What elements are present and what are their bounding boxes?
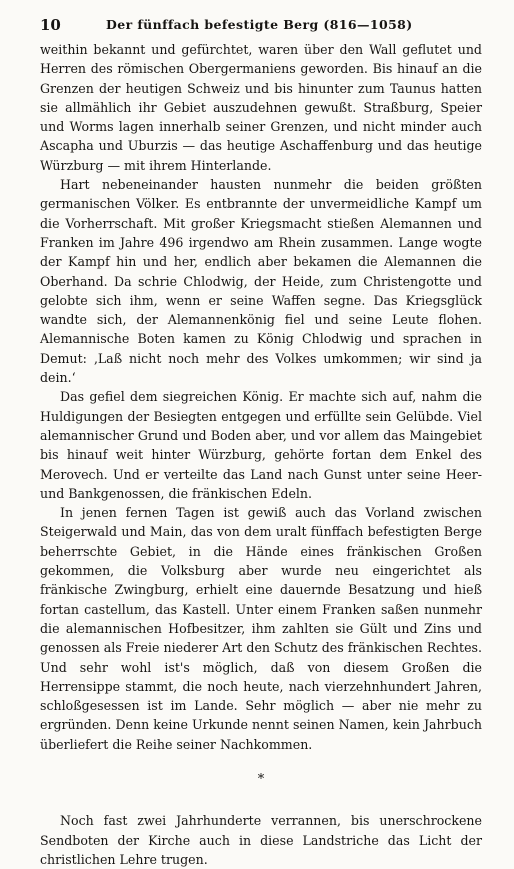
paragraph-continued: weithin bekannt und gefürchtet, waren über den Wall geflutet und Herren des römischen Obergermaniens geworden. Bis hinauf an die Grenzen der heutigen Schweiz und bis hinunter zum Taunus hatten sie allmählich ihr Gebiet auszudehnen gewußt. Straßburg, Speier und Worms lagen innerhalb seiner Grenzen, und nicht minder auch Ascapha und Uburzis — das heutige Aschaffenburg und das heutige Würzburg — mit ihrem Hinterlande. xyxy=(40,42,482,173)
paragraph: Hart nebeneinander hausten nunmehr die beiden größten germanischen Völker. Es entbrannte der unvermeidliche Kampf um die Vorherrschaft. Mit großer Kriegsmacht stießen Alemannen und Franken im Jahre 496 irgendwo am Rhein zusammen. Lange wogte der Kampf hin und her, endlich aber bekamen die Alemannen die Oberhand. Da schrie Chlodwig, der Heide, zum Christengotte und gelobte sich ihm, wenn er seine Waffen segne. Das Kriegsglück wandte sich, der Alemannenkönig fiel und seine Leute flohen. Alemannische Boten kamen zu König Chlodwig und sprachen in Demut: ‚Laß nicht noch mehr des Volkes umkommen; wir sind ja dein.‘ xyxy=(40,177,482,386)
closing-paragraph: Noch fast zwei Jahrhunderte verrannen, bis unerschrockene Sendboten der Kirche auch in diese Landstriche das Licht der christlichen Lehre trugen. xyxy=(40,813,482,867)
page-number: 10 xyxy=(40,16,61,34)
book-page xyxy=(40,14,482,869)
body-text xyxy=(40,40,482,869)
section-separator: * xyxy=(257,771,265,787)
page-header xyxy=(40,14,482,38)
paragraph: In jenen fernen Tagen ist gewiß auch das Vorland zwischen Steigerwald und Main, das von dem uralt fünffach befestigten Berge beherrschte Gebiet, in die Hände eines fränkischen Großen gekommen, die Volksburg aber wurde neu eingerichtet als fränkische Zwingburg, erhielt eine dauernde Besatzung und hieß fortan castellum, das Kastell. Unter einem Franken saßen nunmehr die alemannischen Hofbesitzer, ihm zahlten sie Gült und Zins und genossen als Freie niederer Art den Schutz des fränkischen Rechtes. Und sehr wohl ist's möglich, daß von diesem Großen die Herrensippe stammt, die noch heute, nach vierzehnhundert Jahren, schloßgesessen ist im Lande. Sehr möglich — aber nie mehr zu ergründen. Denn keine Urkunde nennt seinen Namen, kein Jahrbuch überliefert die Reihe seiner Nachkommen. xyxy=(40,505,482,752)
running-title: Der fünffach befestigte Berg (816—1058) xyxy=(106,17,413,32)
paragraph: Das gefiel dem siegreichen König. Er machte sich auf, nahm die Huldigungen der Besiegten entgegen und erfüllte sein Gelübde. Viel alemannischer Grund und Boden aber, und vor allem das Maingebiet bis hinauf weit hinter Würzburg, gehörte fortan dem Enkel des Merovech. Und er verteilte das Land nach Gunst unter seine Heer- und Bankgenossen, die fränkischen Edeln. xyxy=(40,389,482,501)
